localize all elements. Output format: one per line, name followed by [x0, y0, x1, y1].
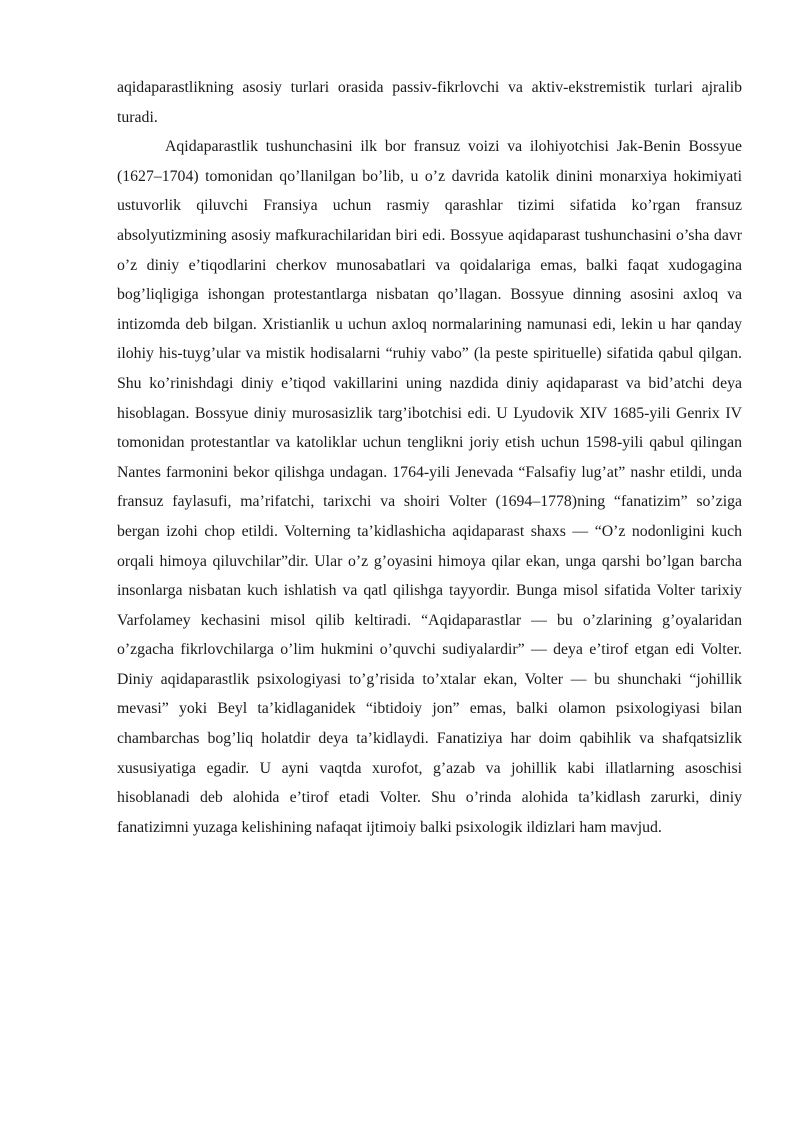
paragraph-continuation: aqidaparastlikning asosiy turlari orasida passiv-fikrlovchi va aktiv-ekstremistik turlari ajralib turadi.: [117, 79, 742, 126]
document-page: [117, 73, 742, 842]
paragraph-main: Aqidaparastlik tushunchasini ilk bor fransuz voizi va ilohiyotchisi Jak-Benin Bossyue (1627–1704) tomonidan qo’llanilgan bo’lib, u o’z davrida katolik dinini monarxiya hokimiyati ustuvorlik qiluvchi Fransiya uchun rasmiy qarashlar tizimi sifatida ko’rgan fransuz absolyutizmining asosiy mafkurachilaridan biri edi. Bossyue aqidaparast tushunchasini o’sha davr o’z diniy e’tiqodlarini cherkov munosabatlari va qoidalariga emas, balki faqat xudogagina bog’liqligiga ishongan protestantlarga nisbatan qo’llagan. Bossyue dinning asosini axloq va intizomda deb bilgan. Xristianlik u uchun axloq normalarining namunasi edi, lekin u har qanday ilohiy his-tuyg’ular va mistik hodisalarni “ruhiy vabo” (la peste spirituelle) sifatida qabul qilgan. Shu ko’rinishdagi diniy e’tiqod vakillarini uning nazdida diniy aqidaparast va bid’atchi deya hisoblagan. Bossyue diniy murosasizlik targ’ibotchisi edi. U Lyudovik XIV 1685-yili Genrix IV tomonidan protestantlar va katoliklar uchun tenglikni joriy etish uchun 1598-yili qabul qilingan Nantes farmonini bekor qilishga undagan. 1764-yili Jenevada “Falsafiy lug’at” nashr etildi, unda fransuz faylasufi, ma’rifatchi, tarixchi va shoiri Volter (1694–1778)ning “fanatizim” so’ziga bergan izohi chop etildi. Volterning ta’kidlashicha aqidaparast shaxs — “O’z nodonligini kuch orqali himoya qiluvchilar”dir. Ular o’z g’oyasini himoya qilar ekan, unga qarshi bo’lgan barcha insonlarga nisbatan kuch ishlatish va qatl qilishga tayyordir. Bunga misol sifatida Volter tarixiy Varfolamey kechasini misol qilib keltiradi. “Aqidaparastlar — bu o’zlarining g’oyalaridan o’zgacha fikrlovchilarga o’lim hukmini o’quvchi sudiyalardir” — deya e’tirof etgan edi Volter. Diniy aqidaparastlik psixologiyasi to’g’risida to’xtalar ekan, Volter — bu shunchaki “johillik mevasi” yoki Beyl ta’kidlaganidek “ibtidoiy jon” emas, balki olamon psixologiyasi bilan chambarchas bog’liq holatdir deya ta’kidlaydi. Fanatiziya har doim qabihlik va shafqatsizlik xususiyatiga egadir. U ayni vaqtda xurofot, g’azab va johillik kabi illatlarning asoschisi hisoblanadi deb alohida e’tirof etadi Volter. Shu o’rinda alohida ta’kidlash zarurki, diniy fanatizimni yuzaga kelishining nafaqat ijtimoiy balki psixologik ildizlari ham mavjud.: [117, 138, 742, 836]
